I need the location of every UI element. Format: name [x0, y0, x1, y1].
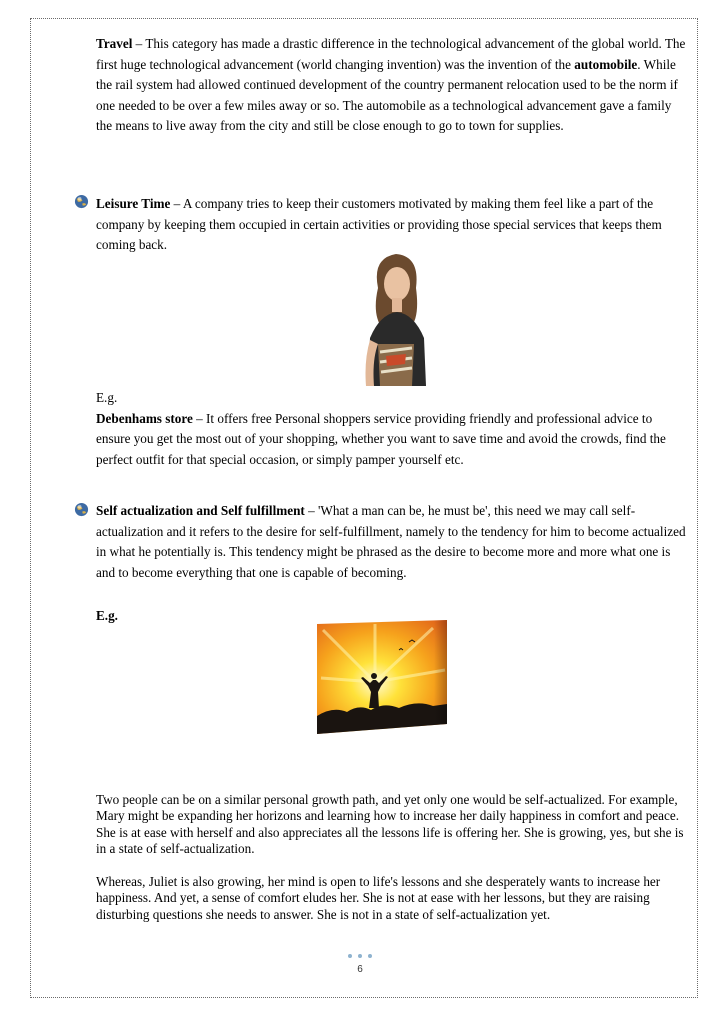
travel-text-2: . While the rail system had allowed continued development of the country permanent relocation used to be the norm if one needed to be over a few miles away or so. The automobile as a technological advancement gave a family the means to live away from the city and still be close enough to go to town for supplies.	[96, 56, 678, 134]
debenhams-block	[96, 388, 686, 470]
eg-label: E.g.	[96, 390, 118, 405]
woman-fashion-photo	[350, 248, 442, 386]
debenhams-heading: Debenhams store	[96, 410, 193, 426]
eg-label-2: E.g.	[96, 608, 118, 623]
debenhams-paragraph	[96, 409, 686, 471]
page-number: 6	[357, 964, 363, 975]
leisure-paragraph	[96, 194, 686, 256]
automobile-bold: automobile	[574, 56, 638, 72]
page-footer	[330, 945, 390, 975]
example-paragraph-1: Two people can be on a similar personal growth path, and yet only one would be self-actualized. For example, Mary might be expanding her horizons and learning how to increase her daily happiness in comfort and peace. She is at ease with herself and also appreciates all the lessons life is offering her. She is growing, yes, but she is in a state of self-actualization.	[96, 792, 684, 857]
leisure-heading: Leisure Time	[96, 196, 171, 211]
debenhams-text: – It offers free Personal shoppers service providing friendly and professional advice to ensure you get the most out of your shopping, whether you want to save time and avoid the crowds, find the perfect outfit for that special occasion, or simply pamper yourself etc.	[96, 410, 666, 467]
globe-bullet-icon	[74, 502, 89, 517]
footer-dots	[330, 945, 390, 963]
travel-text-1: – This category has made a drastic difference in the technological advancement of the global world. The first huge technological advancement (world changing invention) was the invention of the	[96, 36, 686, 72]
self-actualization-text: – 'What a man can be, he must be', this need we may call self-actualization and it refers to the desire for self-fulfillment, namely to the tendency for him to become actualized in what he potentially is. This tendency might be phrased as the desire to become more and more what one is and to become everything that one is capable of becoming.	[96, 503, 686, 580]
example-paragraph-2: Whereas, Juliet is also growing, her mind is open to life's lessons and she desperately wants to increase her happiness. And yet, a sense of comfort eludes her. She is not at ease with her lessons, but they are raising disturbing questions she needs to answer. She is not in a state of self-actualization yet.	[96, 874, 661, 922]
travel-heading: Travel	[96, 36, 133, 51]
globe-bullet-icon	[74, 194, 89, 209]
travel-paragraph	[96, 34, 686, 137]
self-actualization-heading: Self actualization and Self fulfillment	[96, 503, 305, 518]
self-actualization-paragraph	[96, 501, 686, 583]
leisure-text: – A company tries to keep their customers motivated by making them feel like a part of the company by keeping them occupied in certain activities or providing those special services that keeps them coming back.	[96, 196, 662, 253]
sunset-silhouette-image	[313, 620, 451, 740]
